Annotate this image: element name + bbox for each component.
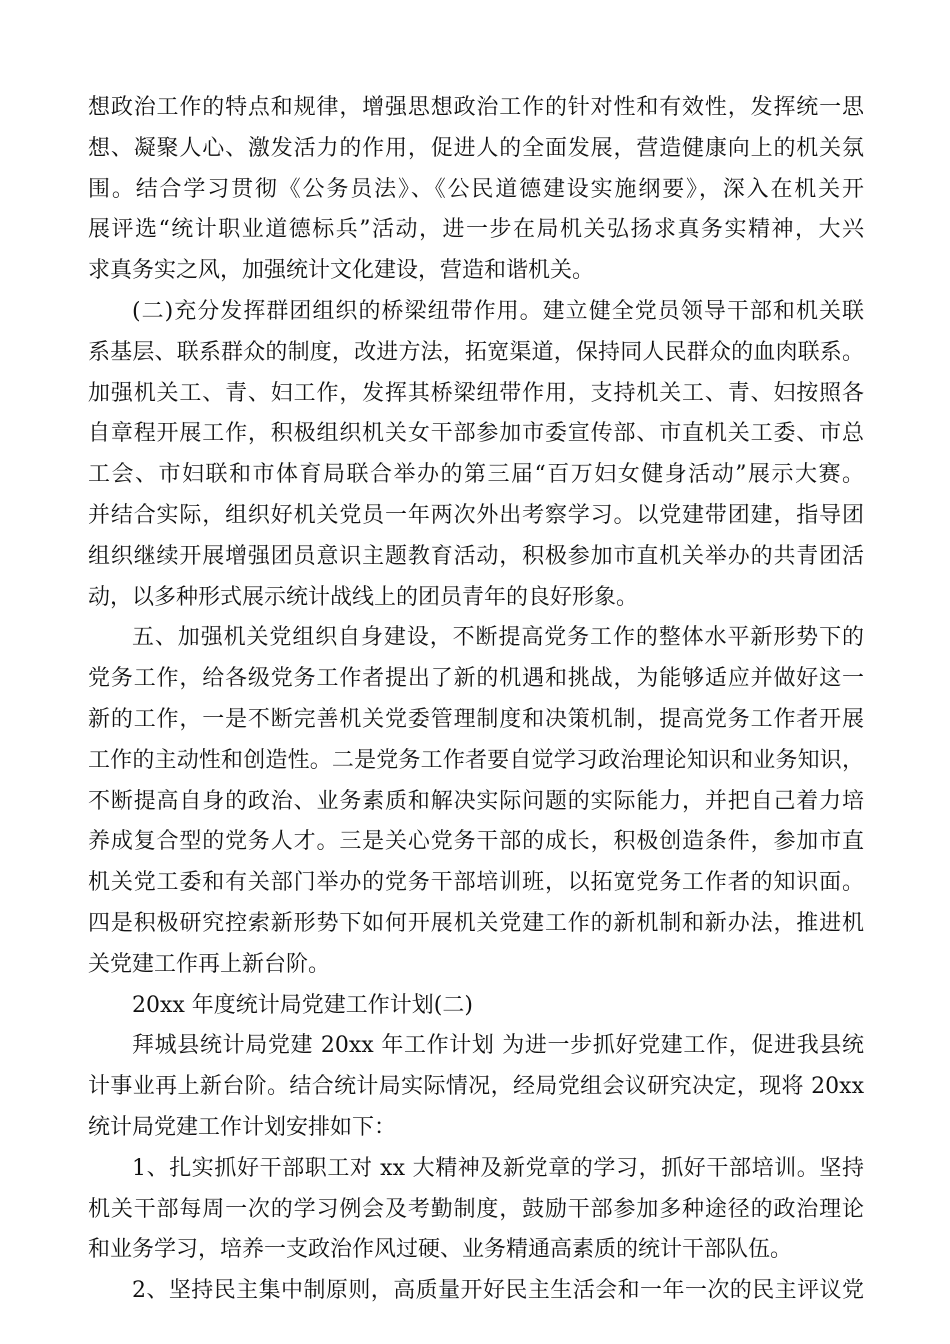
text-line: 不断提高自身的政治、业务素质和解决实际问题的实际能力，并把自己着力培 xyxy=(88,788,864,814)
text-line: 统计局党建工作计划安排如下： xyxy=(88,1114,397,1140)
text-line: 关党建工作再上新台阶。 xyxy=(88,951,331,977)
text-line: 养成复合型的党务人才。三是关心党务干部的成长，积极创造条件，参加市直 xyxy=(88,829,864,855)
list-item-line: 2、坚持民主集中制原则，高质量开好民主生活会和一年一次的民主评议党 xyxy=(132,1278,864,1304)
text-line: 想政治工作的特点和规律，增强思想政治工作的针对性和有效性，发挥统一思 xyxy=(88,95,864,120)
section-heading-line: 五、加强机关党组织自身建设，不断提高党务工作的整体水平新形势下的 xyxy=(132,625,864,651)
paragraph-start-line: (二)充分发挥群团组织的桥梁纽带作用。建立健全党员领导干部和机关联 xyxy=(132,298,864,324)
text-line: 求真务实之风，加强统计文化建设，营造和谐机关。 xyxy=(88,258,595,284)
text-line: 自章程开展工作，积极组织机关女干部参加市委宣传部、市直机关工委、市总 xyxy=(88,421,864,447)
list-item-line: 1、扎实抓好干部职工对 xx 大精神及新党章的学习，抓好干部培训。坚持 xyxy=(132,1155,864,1181)
text-line: 工作的主动性和创造性。二是党务工作者要自觉学习政治理论知识和业务知识， xyxy=(88,747,864,773)
text-line: 加强机关工、青、妇工作，发挥其桥梁纽带作用，支持机关工、青、妇按照各 xyxy=(88,380,864,406)
text-line: 动，以多种形式展示统计战线上的团员青年的良好形象。 xyxy=(88,584,639,610)
document-body xyxy=(88,88,864,1312)
document-subtitle: 20xx 年度统计局党建工作计划(二) xyxy=(132,992,473,1018)
text-line: 机关党工委和有关部门举办的党务干部培训班，以拓宽党务工作者的知识面。 xyxy=(88,870,864,896)
text-line: 组织继续开展增强团员意识主题教育活动，积极参加市直机关举办的共青团活 xyxy=(88,543,864,569)
text-line: 新的工作，一是不断完善机关党委管理制度和决策机制，提高党务工作者开展 xyxy=(88,706,864,732)
text-line: 并结合实际，组织好机关党员一年两次外出考察学习。以党建带团建，指导团 xyxy=(88,502,864,528)
paragraph-start-line: 拜城县统计局党建 20xx 年工作计划 为进一步抓好党建工作，促进我县统 xyxy=(132,1033,864,1059)
text-line: 工会、市妇联和市体育局联合举办的第三届“百万妇女健身活动”展示大赛。 xyxy=(88,462,864,488)
text-line: 想、凝聚人心、激发活力的作用，促进人的全面发展，营造健康向上的机关氛 xyxy=(88,135,864,161)
text-line: 机关干部每周一次的学习例会及考勤制度，鼓励干部参加多种途径的政治理论 xyxy=(88,1196,864,1222)
text-line: 围。结合学习贯彻《公务员法》、《公民道德建设实施纲要》，深入在机关开 xyxy=(88,176,864,202)
text-line: 党务工作，给各级党务工作者提出了新的机遇和挑战，为能够适应并做好这一 xyxy=(88,666,864,692)
text-line: 计事业再上新台阶。结合统计局实际情况，经局党组会议研究决定，现将 20xx xyxy=(88,1074,864,1100)
text-line: 展评选“统计职业道德标兵”活动，进一步在局机关弘扬求真务实精神，大兴 xyxy=(88,217,864,243)
text-line: 系基层、联系群众的制度，改进方法，拓宽渠道，保持同人民群众的血肉联系。 xyxy=(88,339,864,365)
text-line: 和业务学习，培养一支政治作风过硬、业务精通高素质的统计干部队伍。 xyxy=(88,1237,793,1263)
text-line: 四是积极研究控索新形势下如何开展机关党建工作的新机制和新办法，推进机 xyxy=(88,910,864,936)
